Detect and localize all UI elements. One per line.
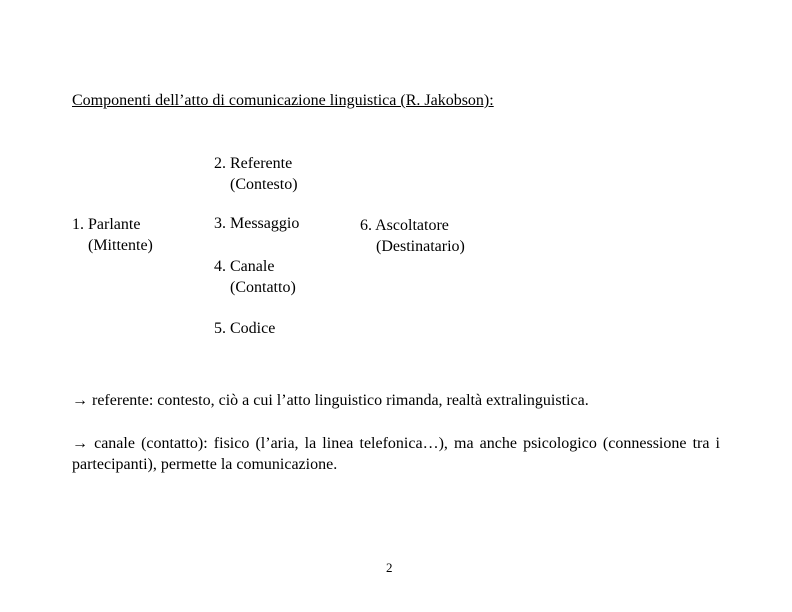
component-canale [214, 256, 296, 298]
messaggio-label: 3. Messaggio [214, 215, 300, 232]
note-referente: → referente: contesto, ciò a cui l’atto linguistico rimanda, realtà extralinguistica. [72, 392, 589, 409]
ascoltatore-label: 6. Ascoltatore [360, 217, 449, 234]
note-canale: → canale (contatto): fisico (l’aria, la linea telefonica…), ma anche psicologico (connessione tra i partecipanti), permette la comunicazione. [72, 435, 720, 473]
component-referente [214, 153, 298, 195]
ascoltatore-alt: (Destinatario) [376, 238, 465, 255]
referente-alt: (Contesto) [230, 176, 298, 193]
component-ascoltatore [360, 215, 465, 257]
referente-label: 2. Referente [214, 155, 293, 172]
canale-label: 4. Canale [214, 258, 275, 275]
parlante-alt: (Mittente) [88, 237, 153, 254]
page-number: 2 [386, 560, 393, 575]
codice-label: 5. Codice [214, 320, 276, 337]
canale-alt: (Contatto) [230, 279, 296, 296]
parlante-label: 1. Parlante [72, 216, 141, 233]
component-codice [214, 318, 275, 339]
page-title: Componenti dell’atto di comunicazione linguistica (R. Jakobson): [72, 92, 494, 109]
component-parlante [72, 214, 153, 256]
component-messaggio [214, 213, 299, 234]
